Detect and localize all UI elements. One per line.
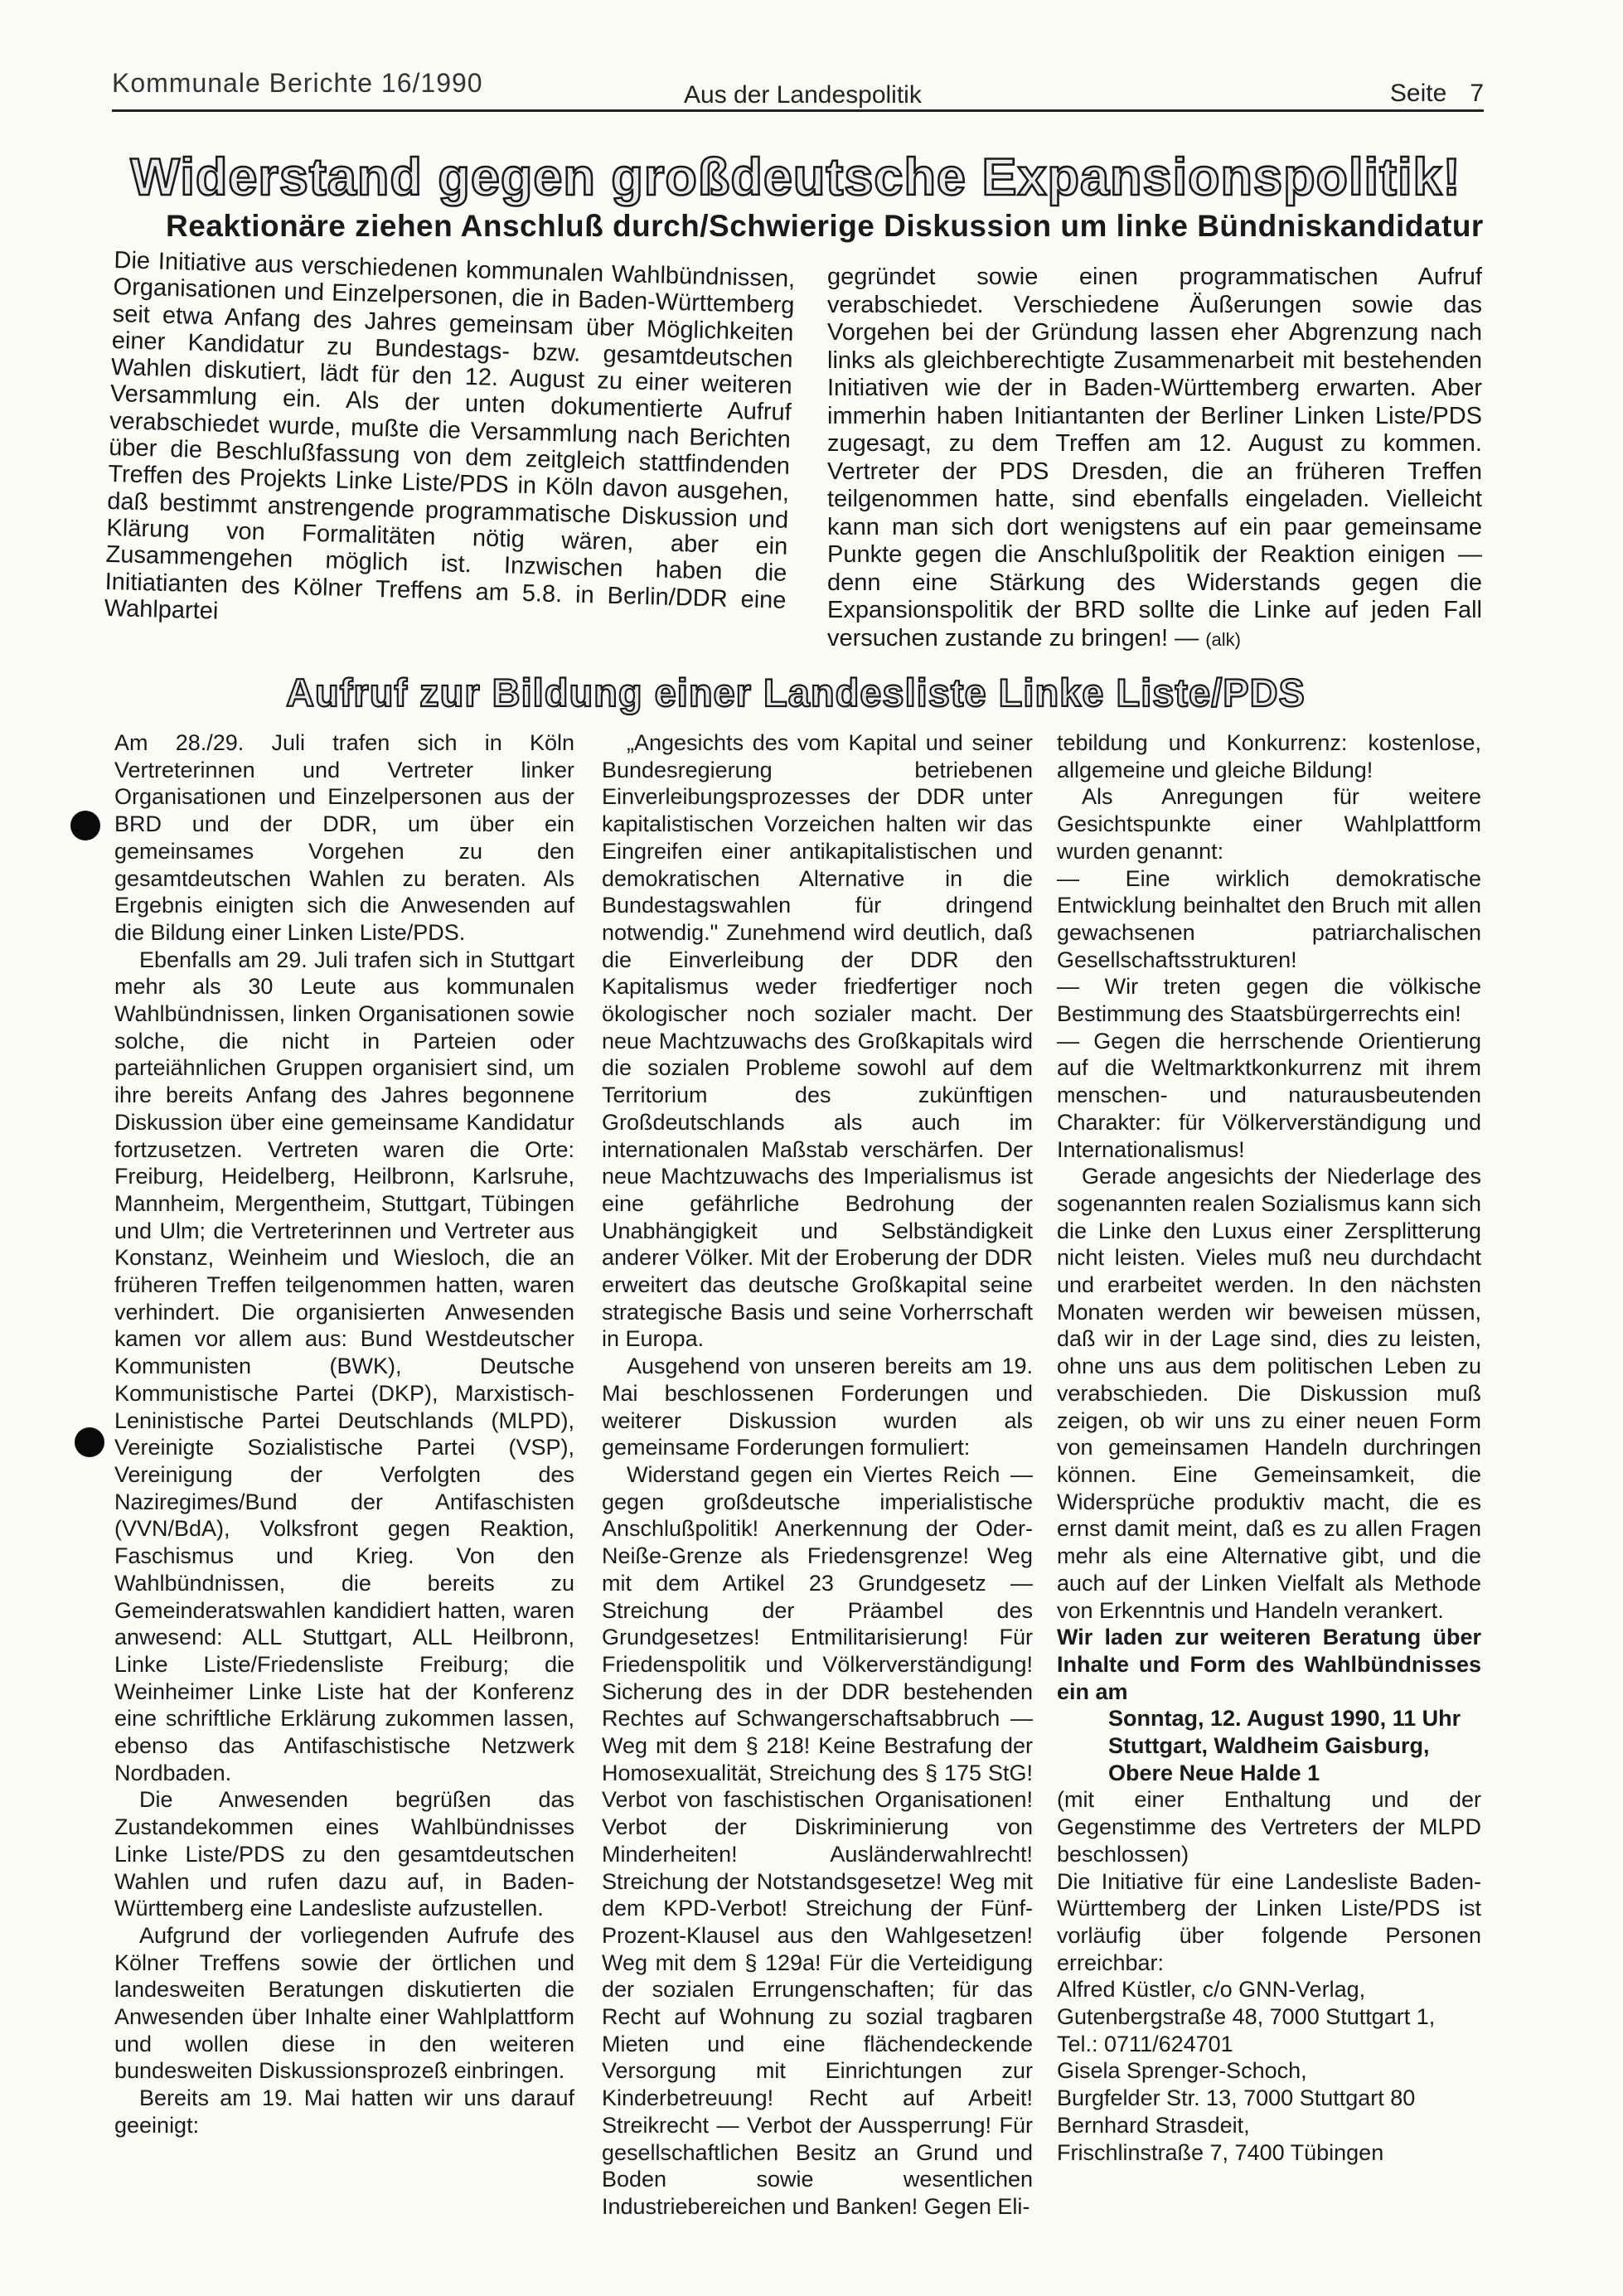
col2-paragraph: Ausgehend von unseren bereits am 19. Mai beschlossenen Forderungen und weiterer Diskussion wurden als gemeinsame Forderungen formuliert: bbox=[602, 1354, 1033, 1460]
page-label: Seite bbox=[1389, 80, 1447, 107]
section-title: Aus der Landespolitik bbox=[684, 81, 922, 109]
article2-column-1 bbox=[114, 729, 574, 2139]
event-place: Stuttgart, Waldheim Gaisburg, bbox=[1108, 1733, 1430, 1759]
col1-paragraph: Die Anwesenden begrüßen das Zustandekommen eines Wahlbündnisses Linke Liste/PDS zu den gesamtdeutschen Wahlen und rufen dazu auf, in Baden-Württemberg eine Landesliste aufzustellen. bbox=[114, 1787, 574, 1921]
contact-line: Frischlinstraße 7, 7400 Tübingen bbox=[1057, 2139, 1384, 2165]
contact-line: Bernhard Strasdeit, bbox=[1057, 2112, 1250, 2138]
col2-paragraph: „Angesichts des vom Kapital und seiner Bundesregierung betriebenen Einverleibungsprozesses der DDR unter kapitalistischen Vorzeichen halten wir das Eingreifen einer antikapitalistischen und demokratischen Alternative in die Bundestagswahlen für dringend notwendig." Zunehmend wird deutlich, daß die Einverleibung der DDR den Kapitalismus weder friedfertiger noch ökologischer noch sozialer macht. Der neue Machtzuwachs des Großkapitals wird die sozialen Probleme sowohl auf dem Territorium des zukünftigen Großdeutschlands als auch im internationalen Maßstab verschärfen. Der neue Machtzuwachs des Imperialismus ist eine gefährliche Bedrohung der Unabhängigkeit und Selbständigkeit anderer Völker. Mit der Eroberung der DDR erweitert das deutsche Großkapital seine strategische Basis und seine Vorherrschaft in Europa. bbox=[602, 730, 1033, 1352]
col3-points-intro: Als Anregungen für weitere Gesichtspunkte einer Wahlplattform wurden genannt: bbox=[1057, 784, 1481, 864]
header-rule bbox=[112, 109, 1484, 112]
article1-right-text: gegründet sowie einen programmatischen Aufruf verabschiedet. Verschiedene Äußerungen sowie das Vorgehen bei der Gründung lassen eher Abgrenzung nach links als gleichberechtigte Zusammenarbeit mit bestehenden Initiativen wie der in Baden-Württemberg erwarten. Aber immerhin haben Initiantanten der Berliner Linken Liste/PDS zugesagt, zu dem Treffen am 12. August zu kommen. Vertreter der PDS Dresden, die an früheren Treffen teilgenommen hatte, sind ebenfalls eingeladen. Vielleicht kann man sich dort wenigstens auf ein paar gemeinsame Punkte gegen die Anschlußpolitik der Reaktion einigen — denn eine Stärkung des Widerstands gegen die Expansionspolitik der BRD sollte die Linke auf jeden Fall versuchen zustande zu bringen! — bbox=[827, 264, 1482, 652]
event-street: Obere Neue Halde 1 bbox=[1108, 1760, 1320, 1785]
col1-paragraph: Ebenfalls am 29. Juli trafen sich in Stuttgart mehr als 30 Leute aus kommunalen Wahlbündnissen, linken Organisationen sowie solche, die nicht in Parteien oder parteiähnlichen Gruppen organisiert sind, um ihre bereits Anfang des Jahres begonnene Diskussion über eine gemeinsame Kandidatur fortzusetzen. Vertreten waren die Orte: Freiburg, Heidelberg, Heilbronn, Karlsruhe, Mannheim, Mergentheim, Stuttgart, Tübingen und Ulm; die Vertreterinnen und Vertreter aus Konstanz, Weinheim und Wiesloch, die an früheren Treffen teilgenommen hatten, waren verhindert. Die organisierten Anwesenden kamen vor allem aus: Bund Westdeutscher Kommunisten (BWK), Deutsche Kommunistische Partei (DKP), Marxistisch-Leninistische Partei Deutschlands (MLPD), Vereinigte Sozialistische Partei (VSP), Vereinigung der Verfolgten des Naziregimes/Bund der Antifaschisten (VVN/BdA), Volksfront gegen Reaktion, Faschismus und Krieg. Von den Wahlbündnissen, die bereits zu Gemeinderatswahlen kandidiert hatten, waren anwesend: ALL Stuttgart, ALL Heilbronn, Linke Liste/Friedensliste Freiburg; die Weinheimer Linke Liste hat der Konferenz eine schriftliche Erklärung zukommen lassen, ebenso das Antifaschistische Netzwerk Nordbaden. bbox=[114, 947, 574, 1785]
contact-line: Alfred Küstler, c/o GNN-Verlag, bbox=[1057, 1977, 1366, 2003]
punch-hole bbox=[75, 1427, 104, 1457]
col3-point: — Gegen die herrschende Orientierung auf die Weltmarktkonkurrenz mit ihrem menschen- und naturausbeutenden Charakter: für Völkerverständigung und Internationalismus! bbox=[1057, 1028, 1481, 1162]
article2-headline: Aufruf zur Bildung einer Landesliste Linke Liste/PDS bbox=[286, 671, 1306, 714]
col3-point: — Wir treten gegen die völkische Bestimmung des Staatsbürgerrechts ein! bbox=[1057, 974, 1481, 1027]
publication-name: Kommunale Berichte 16/1990 bbox=[112, 68, 483, 98]
article2-column-3 bbox=[1057, 729, 1481, 2166]
contact-line: Tel.: 0711/624701 bbox=[1057, 2031, 1233, 2056]
col3-point: — Eine wirklich demokratische Entwicklung beinhaltet den Bruch mit allen gewachsenen patriarchalischen Gesellschaftsstrukturen! bbox=[1057, 865, 1481, 972]
contact-intro: Die Initiative für eine Landesliste Baden-Württemberg der Linken Liste/PDS ist vorläufig über folgende Personen erreichbar: bbox=[1057, 1868, 1481, 1975]
page-header bbox=[112, 68, 1484, 109]
col3-paragraph: Gerade angesichts der Niederlage des sogenannten realen Sozialismus kann sich die Linke den Luxus einer Zersplitterung nicht leisten. Vieles muß neu durchdacht und erarbeitet werden. In den nächsten Monaten werden wir beweisen müssen, daß wir in der Lage sind, dies zu leisten, ohne uns aus dem politischen Leben zu verabschieden. Die Diskussion muß zeigen, ob wir uns zu einer neuen Form von gemeinsamen Handeln durchringen können. Eine Gemeinsamkeit, die Widersprüche produktiv macht, die es ernst damit meint, daß es zu allen Fragen mehr als eine Alternative gibt, und die auch auf der Linken Vielfalt als Methode von Erkenntnis und Handeln verankert. bbox=[1057, 1164, 1481, 1623]
col1-paragraph: Bereits am 19. Mai hatten wir uns darauf geeinigt: bbox=[114, 2085, 574, 2138]
article1-subtitle: Reaktionäre ziehen Anschluß durch/Schwierige Diskussion um linke Bündniskandidatur bbox=[166, 209, 1484, 243]
article1-right-paragraph bbox=[827, 264, 1482, 653]
article1-headline: Widerstand gegen großdeutsche Expansionspolitik! bbox=[130, 148, 1461, 206]
contact-line: Gisela Sprenger-Schoch, bbox=[1057, 2058, 1307, 2084]
punch-hole bbox=[70, 811, 100, 840]
article1-column-left bbox=[104, 247, 795, 641]
col1-paragraph: Aufgrund der vorliegenden Aufrufe des Kölner Treffens sowie der örtlichen und landesweiten Beratungen diskutierten die Anwesenden über Inhalte einer Wahlplattform und wollen diese in den weiteren bundesweiten Diskussionsprozeß einbringen. bbox=[114, 1922, 574, 2084]
contact-line: Gutenbergstraße 48, 7000 Stuttgart 1, bbox=[1057, 2004, 1436, 2030]
article1-left-text: Die Initiative aus verschiedenen kommunalen Wahlbündnissen, Organisationen und Einzelpersonen, die in Baden-Württemberg seit etwa Anfang des Jahres gemeinsam über Möglichkeiten einer Kandidatur zu Bundestags- bzw. gesamtdeutschen Wahlen diskutiert, lädt für den 12. August zu einer weiteren Versammlung ein. Als der unten dokumentierte Aufruf verabschiedet wurde, mußte die Versammlung nach Berichten über die Beschlußfassung von dem zeitgleich stattfindenden Treffen des Projekts Linke Liste/PDS in Köln davon ausgehen, daß bestimmt anstrengende programmatische Diskussion und Klärung von Formalitäten nötig wären, aber ein Zusammengehen möglich ist. Inzwischen haben die Initiatianten des Kölner Treffens am 5.8. in Berlin/DDR eine Wahlpartei bbox=[104, 247, 796, 625]
page-number: 7 bbox=[1470, 80, 1484, 107]
contact-line: Burgfelder Str. 13, 7000 Stuttgart 80 bbox=[1057, 2085, 1416, 2111]
col1-paragraph: Am 28./29. Juli trafen sich in Köln Vertreterinnen und Vertreter linker Organisationen und Einzelpersonen aus der BRD und der DDR, um über ein gemeinsames Vorgehen zu den gesamtdeutschen Wahlen zu beraten. Als Ergebnis einigten sich die Anwesenden auf die Bildung einer Linken Liste/PDS. bbox=[114, 730, 574, 945]
event-date: Sonntag, 12. August 1990, 11 Uhr bbox=[1108, 1706, 1461, 1732]
vote-note: (mit einer Enthaltung und der Gegenstimme des Vertreters der MLPD beschlossen) bbox=[1057, 1787, 1481, 1867]
col3-intro: tebildung und Konkurrenz: kostenlose, allgemeine und gleiche Bildung! bbox=[1057, 730, 1481, 782]
invitation-text: Wir laden zur weiteren Beratung über Inhalte und Form des Wahlbündnisses ein am bbox=[1057, 1625, 1481, 1704]
article2-column-2 bbox=[602, 729, 1033, 2221]
article1-column-right bbox=[827, 264, 1482, 653]
article1-signature: (alk) bbox=[1205, 628, 1241, 650]
col2-paragraph: Widerstand gegen ein Viertes Reich — gegen großdeutsche imperialistische Anschlußpolitik! Anerkennung der Oder-Neiße-Grenze als Friedensgrenze! Weg mit dem Artikel 23 Grundgesetz — Streichung der Präambel des Grundgesetzes! Entmilitarisierung! Für Friedenspolitik und Völkerverständigung! Sicherung des in der DDR bestehenden Rechtes auf Schwangerschaftsabbruch — Weg mit dem § 218! Keine Bestrafung der Homosexualität, Streichung des § 175 StG! Verbot von faschistischen Organisationen! Verbot der Diskriminierung von Minderheiten! Ausländerwahlrecht! Streichung der Notstandsgesetze! Weg mit dem KPD-Verbot! Streichung der Fünf-Prozent-Klausel aus den Wahlgesetzen! Weg mit dem § 129a! Für die Verteidigung der sozialen Errungenschaften; für das Recht auf Wohnung zu sozial tragbaren Mieten und eine flächendeckende Versorgung mit Einrichtungen zur Kinderbetreuung! Recht auf Arbeit! Streikrecht — Verbot der Aussperrung! Für gesellschaftlichen Besitz an Grund und Boden sowie wesentlichen Industriebereichen und Banken! Gegen Eli- bbox=[602, 1461, 1033, 2219]
page-number-block bbox=[1367, 80, 1484, 108]
